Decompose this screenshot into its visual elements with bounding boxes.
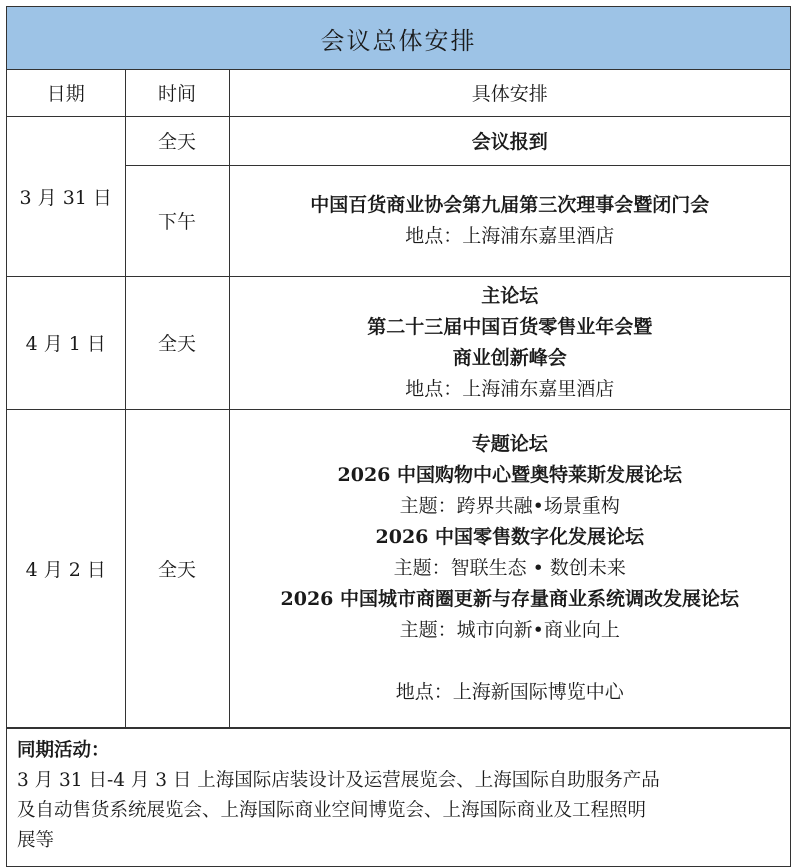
forum3-theme: 主题：城市向新•商业向上: [399, 618, 620, 641]
table-row: [7, 165, 790, 276]
day1-row1-time: 全天: [125, 116, 229, 165]
day2-line-main-forum: 主论坛: [481, 284, 539, 307]
forum3-name: 2026 中国城市商圈更新与存量商业系统调改发展论坛: [280, 587, 739, 610]
table-row: [7, 409, 790, 727]
day2-location: 地点：上海浦东嘉里酒店: [405, 377, 615, 400]
day3-heading: 专题论坛: [471, 432, 548, 455]
header-detail: 具体安排: [229, 70, 790, 116]
day2-time: 全天: [125, 276, 229, 409]
day3-date: 4 月 2 日: [7, 409, 125, 727]
day2-line-annual-meeting: 第二十三届中国百货零售业年会暨: [367, 315, 653, 338]
forum2-theme: 主题：智联生态 • 数创未来: [393, 556, 626, 579]
day1-date: 3 月 31 日: [7, 116, 125, 276]
day1-row1-title: 会议报到: [229, 116, 790, 165]
concurrent-line-1: 3 月 31 日-4 月 3 日 上海国际店装设计及运营展览会、上海国际自助服务产品: [17, 769, 660, 791]
day3-time: 全天: [125, 409, 229, 727]
header-date: 日期: [7, 70, 125, 116]
concurrent-title: 同期活动：: [17, 739, 110, 761]
day1-row2-time: 下午: [125, 165, 229, 276]
day2-detail: [229, 276, 790, 409]
page-title: 会议总体安排: [7, 7, 790, 70]
forum2-name: 2026 中国零售数字化发展论坛: [375, 525, 644, 548]
concurrent-line-2: 及自动售货系统展览会、上海国际商业空间博览会、上海国际商业及工程照明: [17, 799, 647, 821]
day3-detail: [229, 409, 790, 727]
day3-location: 地点：上海新国际博览中心: [395, 680, 624, 703]
forum1-theme: 主题：跨界共融•场景重构: [399, 494, 620, 517]
day2-date: 4 月 1 日: [7, 276, 125, 409]
day1-row2-location: 地点：上海浦东嘉里酒店: [405, 224, 615, 247]
spacer: [230, 646, 791, 677]
schedule-table: [7, 70, 790, 728]
concurrent-line-3: 展等: [17, 829, 55, 851]
forum1-name: 2026 中国购物中心暨奥特莱斯发展论坛: [337, 463, 682, 486]
table-row: [7, 276, 790, 409]
day1-row2-title: 中国百货商业协会第九届第三次理事会暨闭门会: [310, 193, 710, 216]
table-row: [7, 116, 790, 165]
schedule-sheet: [6, 6, 791, 867]
day2-line-summit: 商业创新峰会: [452, 346, 567, 369]
header-row: [7, 70, 790, 116]
concurrent-events: [7, 728, 790, 866]
day1-row2-detail: [229, 165, 790, 276]
header-time: 时间: [125, 70, 229, 116]
